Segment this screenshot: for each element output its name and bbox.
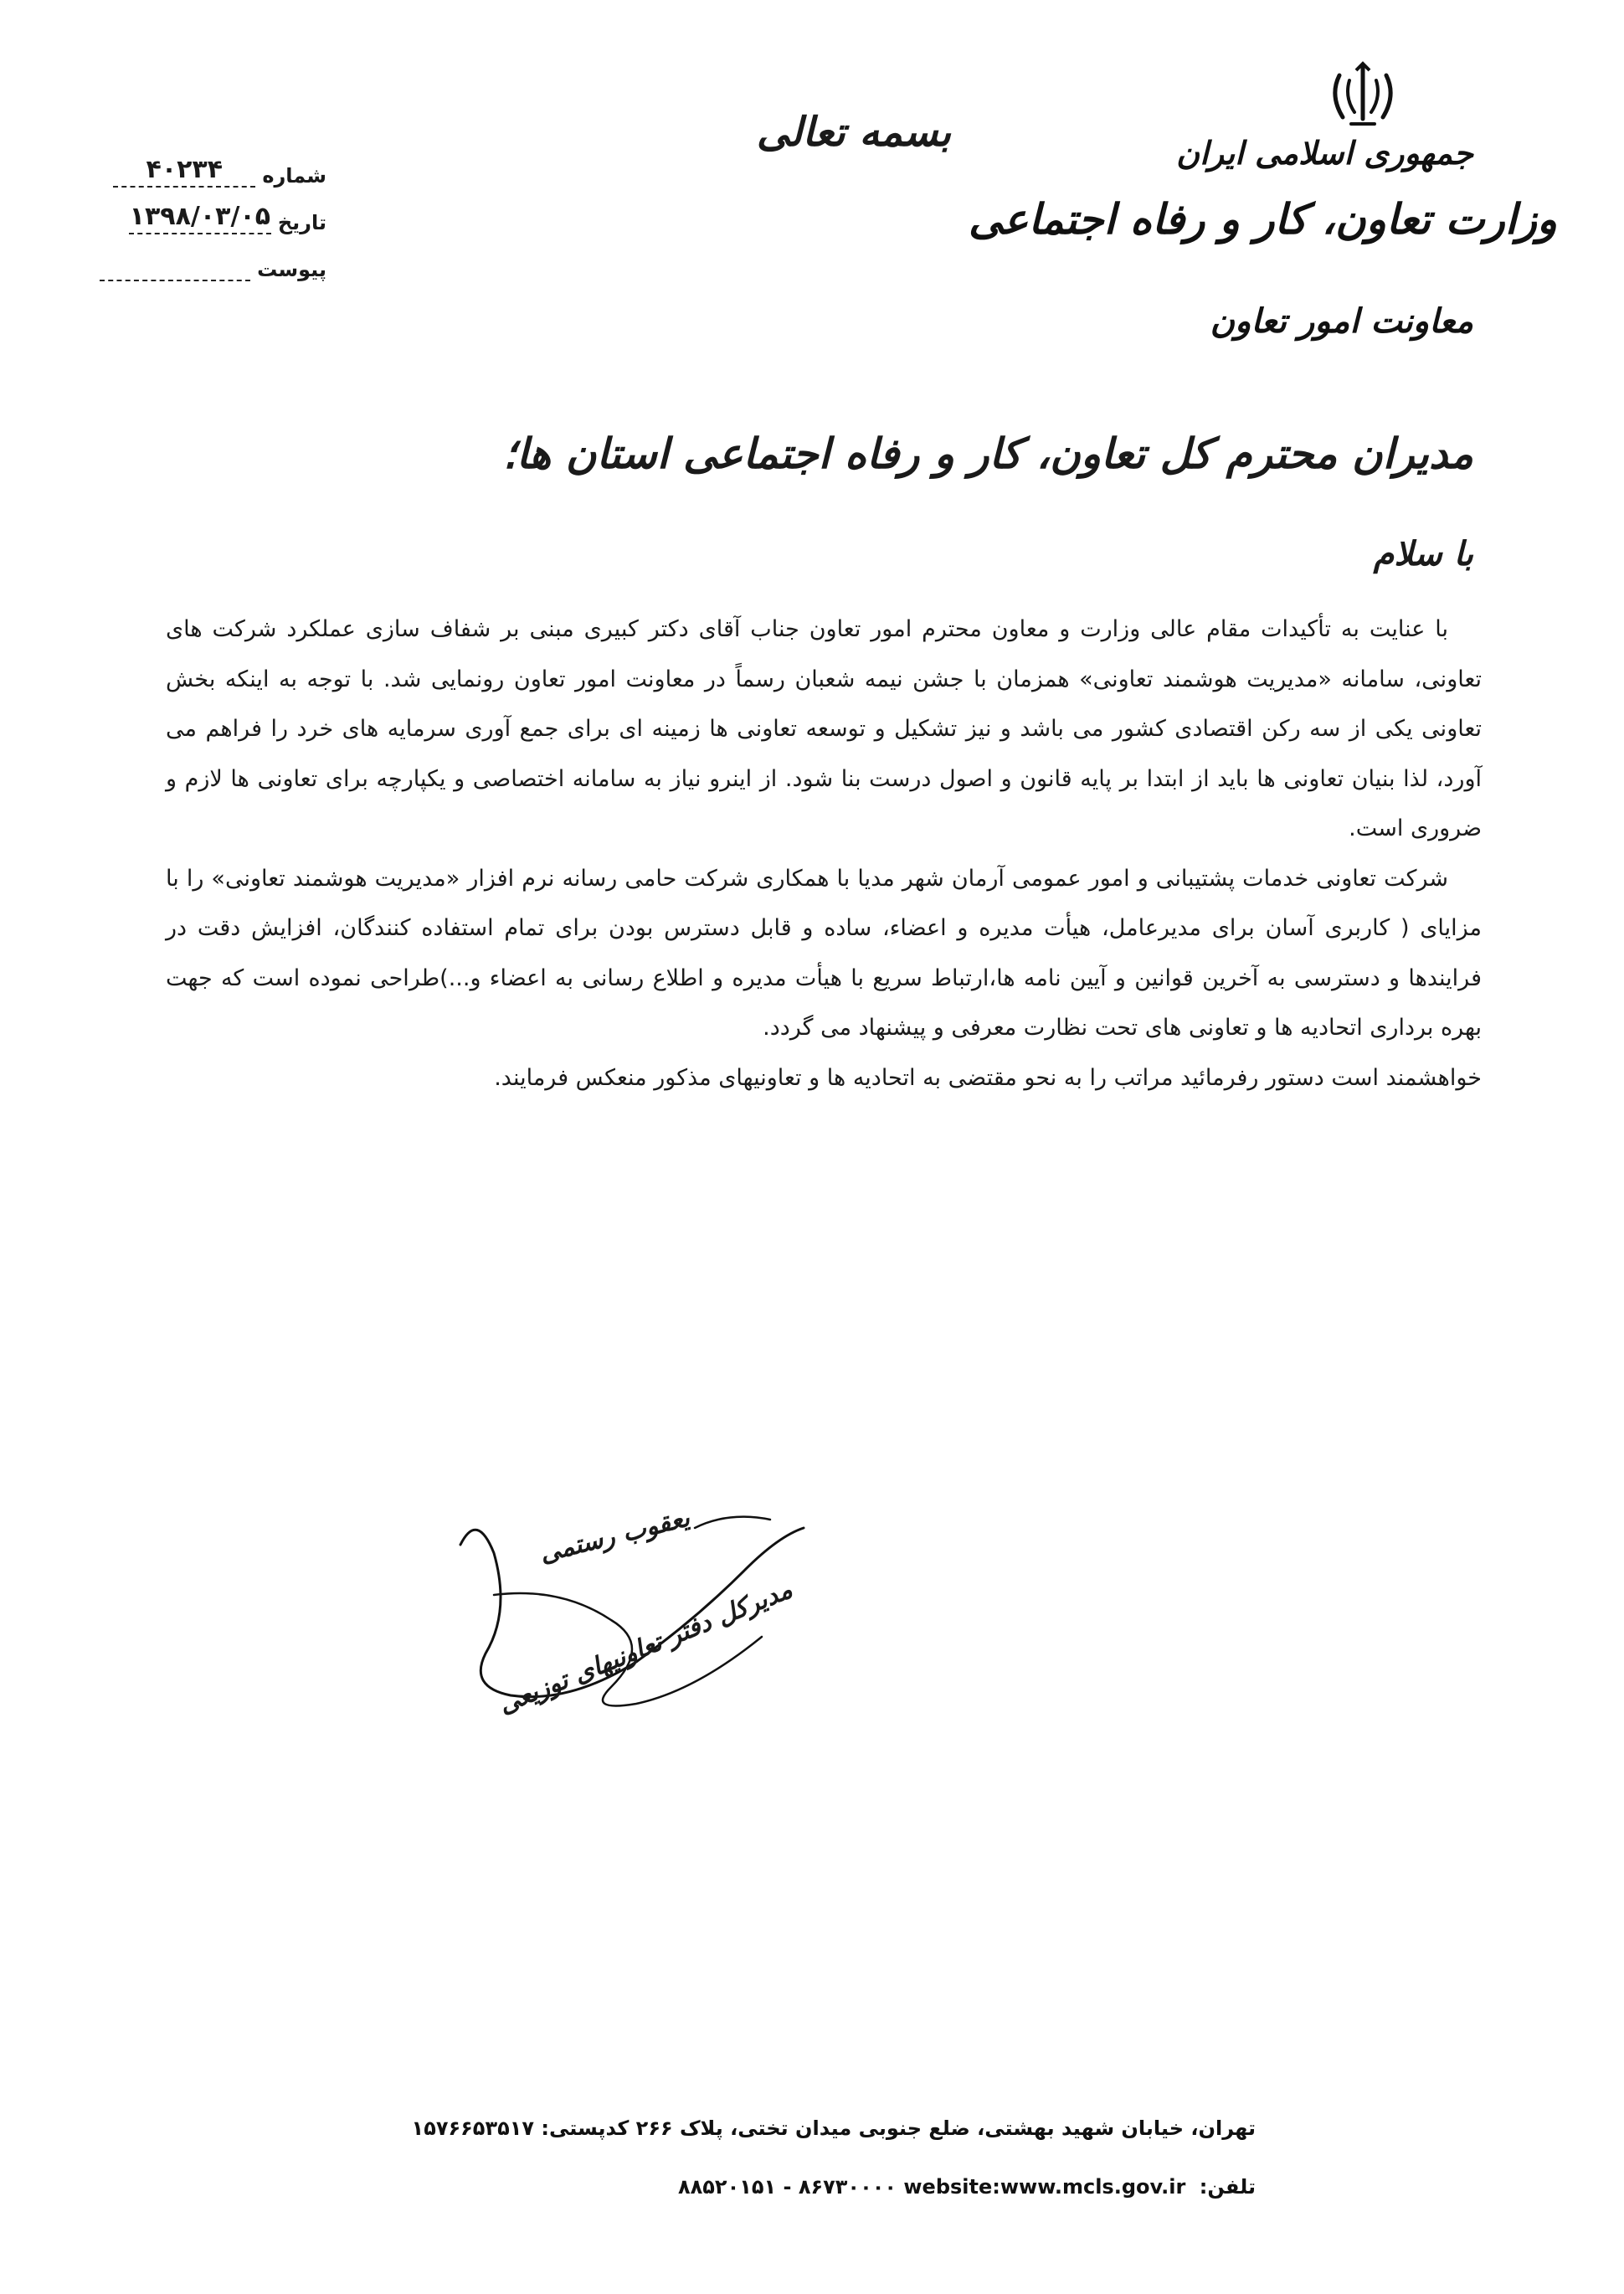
letter-date: ۱۳۹۸/۰۳/۰۵: [129, 202, 271, 234]
greeting: با سلام: [1373, 534, 1473, 574]
basmala: بسمه تعالی: [756, 109, 952, 156]
footer-contact: [670, 2175, 1256, 2199]
government-name: جمهوری اسلامی ایران: [1176, 134, 1473, 172]
attachment-row: [100, 234, 326, 281]
footer-address: تهران، خیابان شهید بهشتی، ضلع جنوبی میدان تختی، پلاک ۲۶۶ کدپستی: ۱۵۷۶۶۵۳۵۱۷: [411, 2117, 1256, 2140]
website-link[interactable]: website:www.mcls.gov.ir: [903, 2175, 1186, 2199]
attachment-label: پیوست: [257, 258, 326, 281]
addressee: مدیران محترم کل تعاون، کار و رفاه اجتماعی استان ها؛: [502, 429, 1473, 478]
date-row: [100, 188, 326, 234]
signatory-name: یعقوب رستمی: [537, 1503, 693, 1569]
iran-emblem-icon: [1324, 59, 1401, 132]
date-label: تاریخ: [277, 211, 326, 234]
body-paragraph-1: با عنایت به تأکیدات مقام عالی وزارت و معاون محترم امور تعاون جناب آقای دکتر کبیری مبنی بر شفاف سازی عملکرد شرکت های تعاونی، سامانه «مدیریت هوشمند تعاونی» همزمان با جشن نیمه شعبان رسماً در معاونت امور تعاون رونمایی شد. با توجه به اینکه بخش تعاونی یکی از سه رکن اقتصادی کشور می باشد و نیز تشکیل و توسعه تعاونی ها زمینه ای برای جمع آوری سرمایه های خرد را فراهم می آورد، لذا بنیان تعاونی ها باید از ابتدا بر پایه قانون و اصول درست بنا شود. از اینرو نیاز به سامانه اختصاصی و یکپارچه برای تعاونی ها لازم و ضروری است.: [166, 616, 1482, 841]
attachment-blank: [100, 256, 250, 281]
letter-number: ۴۰۲۳۴: [113, 155, 255, 188]
letter-body: [166, 604, 1482, 1103]
letter-meta: [100, 141, 326, 281]
phone-label: تلفن:: [1199, 2175, 1256, 2199]
number-label: شماره: [262, 164, 326, 188]
phone-numbers: ۸۸۵۲۰۱۵۱ - ۸۶۷۳۰۰۰۰: [677, 2175, 897, 2199]
deputy-name: معاونت امور تعاون: [1210, 301, 1473, 341]
signatory-title: مدیرکل دفتر تعاونیهای توزیعی: [494, 1575, 797, 1720]
ministry-name: وزارت تعاون، کار و رفاه اجتماعی: [968, 194, 1557, 244]
number-row: [100, 141, 326, 188]
body-paragraph-2: شرکت تعاونی خدمات پشتیبانی و امور عمومی آرمان شهر مدیا با همکاری شرکت حامی رسانه نرم افزار «مدیریت هوشمند تعاونی» را با مزایای ( کاربری آسان برای مدیرعامل، هیأت مدیره و اعضاء، ساده و قابل دسترس بودن برای تمام استفاده کنندگان، افزایش دقت در فرایندها و دسترسی به آخرین قوانین و آیین نامه ها،ارتباط سریع با هیأت مدیره و اطلاع رسانی به اعضاء و...)طراحی نموده است که جهت بهره برداری اتحادیه ها و تعاونی های تحت نظارت معرفی و پیشنهاد می گردد.: [166, 865, 1482, 1041]
body-paragraph-3: خواهشمند است دستور رفرمائید مراتب را به نحو مقتضی به اتحادیه ها و تعاونیهای مذکور منعکس فرمایند.: [494, 1064, 1482, 1091]
